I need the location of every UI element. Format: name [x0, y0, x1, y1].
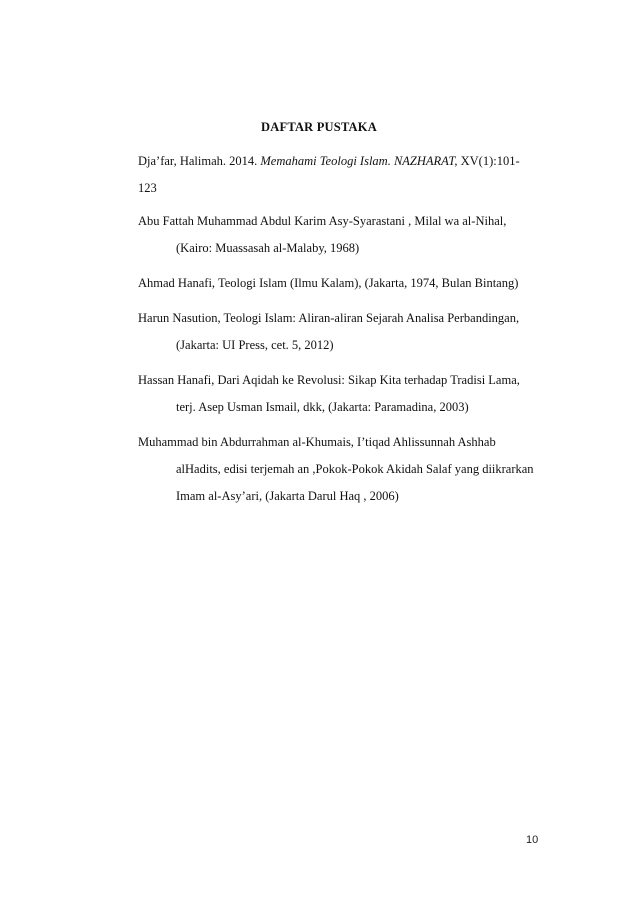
- entry-line: Hassan Hanafi, Dari Aqidah ke Revolusi: Sikap Kita terhadap Tradisi Lama,: [138, 373, 520, 387]
- bibliography-entry: [138, 270, 538, 297]
- entry-text: Dja’far, Halimah. 2014.: [138, 154, 261, 168]
- page-title: DAFTAR PUSTAKA: [261, 120, 377, 134]
- page-number: 10: [526, 834, 539, 846]
- entry-line: Harun Nasution, Teologi Islam: Aliran-aliran Sejarah Analisa Perbandingan,: [138, 311, 520, 325]
- entry-line-indent: (Jakarta: UI Press, cet. 5, 2012): [176, 338, 334, 352]
- entry-line-indent: alHadits, edisi terjemah an ,Pokok-Pokok Akidah Salaf yang diikrarkan: [176, 462, 534, 476]
- entry-line-indent: (Kairo: Muassasah al-Malaby, 1968): [176, 241, 360, 255]
- bibliography-list: [138, 148, 538, 510]
- entry-text: XV(1):101-: [457, 154, 520, 168]
- bibliography-entry: [138, 305, 538, 359]
- entry-line: 123: [138, 181, 157, 195]
- bibliography-entry: [138, 367, 538, 421]
- bibliography-entry: [138, 429, 538, 510]
- bibliography-entry: [138, 208, 538, 262]
- bibliography-entry: [138, 148, 538, 202]
- entry-line-indent: terj. Asep Usman Ismail, dkk, (Jakarta: Paramadina, 2003): [176, 400, 469, 414]
- entry-line-indent: Imam al-Asy’ari, (Jakarta Darul Haq , 2006): [176, 489, 399, 503]
- entry-italic-title: Memahami Teologi Islam. NAZHARAT,: [260, 154, 458, 168]
- entry-line: Ahmad Hanafi, Teologi Islam (Ilmu Kalam), (Jakarta, 1974, Bulan Bintang): [138, 276, 519, 290]
- entry-line: Muhammad bin Abdurrahman al-Khumais, I’tiqad Ahlissunnah Ashhab: [138, 435, 496, 449]
- entry-line: Abu Fattah Muhammad Abdul Karim Asy-Syarastani , Milal wa al-Nihal,: [138, 214, 507, 228]
- entry-line: [138, 148, 538, 175]
